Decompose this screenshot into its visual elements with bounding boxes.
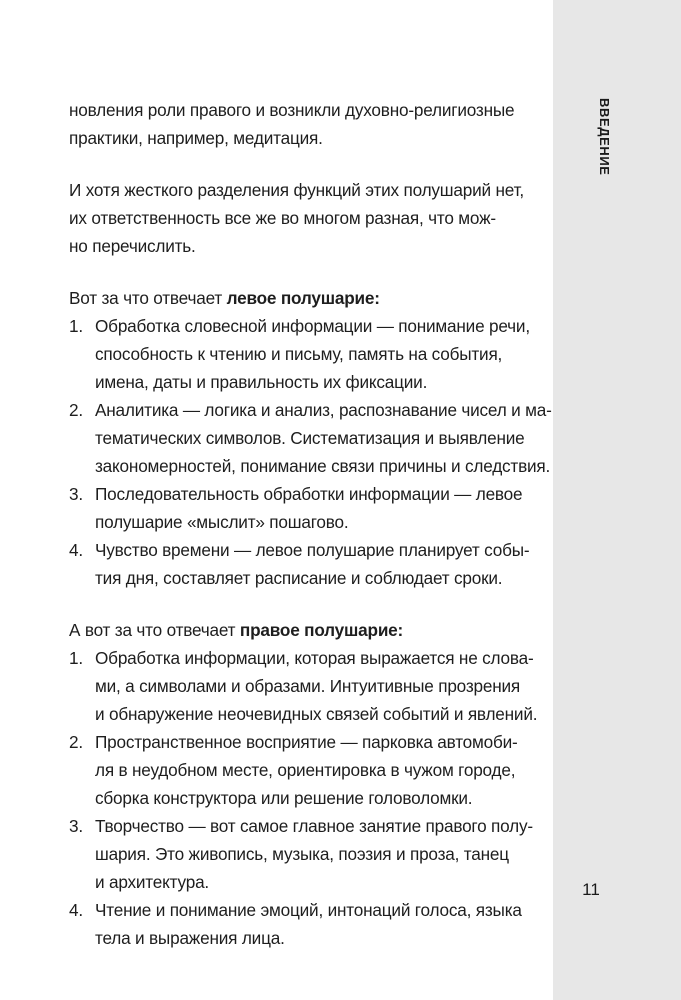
text-line: тела и выражения лица.: [95, 928, 285, 948]
side-band: [553, 0, 681, 1000]
section-label: ВВЕДЕНИЕ: [597, 98, 612, 176]
text-line: [69, 284, 539, 312]
text-line: Последовательность обработки информации — левое: [95, 484, 523, 504]
text-line: Чтение и понимание эмоций, интонаций голоса, языка: [95, 900, 522, 920]
list-item: [69, 728, 539, 812]
text-line: способность к чтению и письму, память на события,: [95, 344, 503, 364]
text-line: их ответственность все же во многом разная, что мож-: [69, 208, 496, 228]
text-line: тематических символов. Систематизация и выявление: [95, 428, 525, 448]
lead-bold: левое полушарие:: [226, 288, 380, 308]
text-line: закономерностей, понимание связи причины и следствия.: [95, 456, 551, 476]
text-line: новления роли правого и возникли духовно-религиозные: [69, 100, 515, 120]
text-line: Чувство времени — левое полушарие планирует собы-: [95, 540, 530, 560]
lead-text: Вот за что отвечает: [69, 288, 227, 308]
text-line: Пространственное восприятие — парковка автомоби-: [95, 732, 518, 752]
page-number: 11: [582, 880, 600, 899]
page-text: [69, 96, 552, 976]
item-number: 3.: [69, 816, 83, 836]
item-number: 4.: [69, 900, 83, 920]
text-line: Творчество — вот самое главное занятие правого полу-: [95, 816, 533, 836]
text-line: Аналитика — логика и анализ, распознавание чисел и ма-: [95, 400, 552, 420]
paragraph-continuation: [69, 96, 539, 152]
text-line: сборка конструктора или решение головоломки.: [95, 788, 473, 808]
lead-bold: правое полушарие:: [239, 620, 404, 640]
right-hemisphere-list: [69, 644, 539, 952]
text-line: И хотя жесткого разделения функций этих полушарий нет,: [69, 180, 524, 200]
text-line: ля в неудобном месте, ориентировка в чужом городе,: [95, 760, 516, 780]
list-item: [69, 644, 539, 728]
list-item: [69, 396, 552, 480]
text-line: Обработка словесной информации — понимание речи,: [95, 316, 530, 336]
item-number: 2.: [69, 400, 83, 420]
left-hemisphere-list: [69, 312, 552, 592]
text-line: и обнаружение неочевидных связей событий и явлений.: [95, 704, 538, 724]
lead-text: А вот за что отвечает: [69, 620, 240, 640]
list-item: [69, 812, 539, 896]
text-line: и архитектура.: [95, 872, 210, 892]
text-line: тия дня, составляет расписание и соблюдает сроки.: [95, 568, 503, 588]
paragraph-intro: [69, 176, 539, 260]
item-number: 2.: [69, 732, 83, 752]
text-line: полушарие «мыслит» пошагово.: [95, 512, 349, 532]
item-number: 1.: [69, 648, 83, 668]
item-number: 3.: [69, 484, 83, 504]
list-item: [69, 480, 539, 536]
text-line: шария. Это живопись, музыка, поэзия и проза, танец: [95, 844, 509, 864]
text-line: но перечислить.: [69, 236, 196, 256]
list-item: [69, 896, 539, 952]
text-line: ми, а символами и образами. Интуитивные прозрения: [95, 676, 521, 696]
list-item: [69, 312, 539, 396]
text-line: [69, 616, 539, 644]
right-hemisphere-lead: [69, 616, 539, 644]
item-number: 1.: [69, 316, 83, 336]
left-hemisphere-lead: [69, 284, 539, 312]
text-line: Обработка информации, которая выражается не слова-: [95, 648, 534, 668]
list-item: [69, 536, 539, 592]
item-number: 4.: [69, 540, 83, 560]
text-line: имена, даты и правильность их фиксации.: [95, 372, 428, 392]
text-line: практики, например, медитация.: [69, 128, 323, 148]
